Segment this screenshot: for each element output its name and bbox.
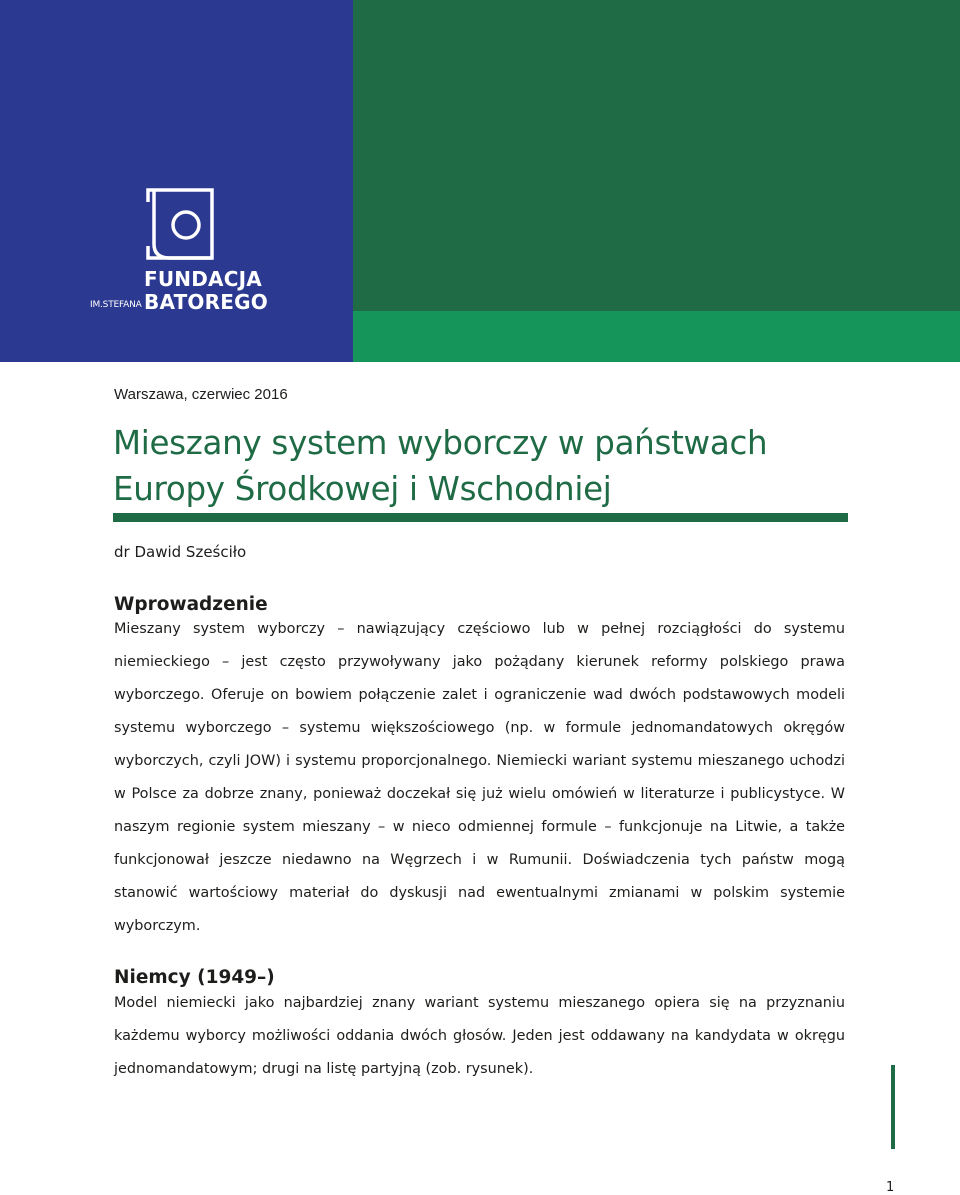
section-heading-germany: Niemcy (1949–) bbox=[114, 967, 275, 988]
green-stripe bbox=[353, 311, 960, 362]
logo-text-prefix: IM.STEFANA bbox=[90, 300, 142, 310]
green-panel bbox=[353, 0, 960, 311]
title-underline bbox=[113, 513, 848, 522]
document-title: Mieszany system wyborczy w państwach Europy Środkowej i Wschodniej bbox=[113, 424, 768, 508]
dateline: Warszawa, czerwiec 2016 bbox=[114, 386, 288, 403]
section-text-germany: Model niemiecki jako najbardziej znany wariant systemu mieszanego opiera się na przyznaniu każdemu wyborcy możliwości oddania dwóch głosów. Jeden jest oddawany na kandydata w okręgu jednomandatowym; drugi na listę partyjną (zob. rysunek). bbox=[114, 995, 845, 1077]
logo-text-fundacja: FUNDACJA bbox=[144, 267, 262, 291]
logo-text-batorego: BATOREGO bbox=[144, 290, 268, 314]
author: dr Dawid Sześciło bbox=[114, 543, 247, 561]
margin-bar bbox=[891, 1065, 895, 1149]
cover-header bbox=[0, 0, 960, 362]
page-number: 1 bbox=[886, 1180, 895, 1195]
section-heading-intro: Wprowadzenie bbox=[114, 594, 268, 615]
foundation-logo-icon bbox=[146, 188, 214, 260]
section-text-intro: Mieszany system wyborczy – nawiązujący częściowo lub w pełnej rozciągłości do systemu niemieckiego – jest często przywoływany jako pożądany kierunek reformy polskiego prawa wyborczego. Oferuje on bowiem połączenie zalet i ograniczenie wad dwóch podstawowych modeli systemu wyborczego – systemu większościowego (np. w formule jednomandatowych okręgów wyborczych, czyli JOW) i systemu proporcjonalnego. Niemiecki wariant systemu mieszanego uchodzi w Polsce za dobrze znany, ponieważ doczekał się już wielu omówień w literaturze i publicystyce. W naszym regionie system mieszany – w nieco odmiennej formule – funkcjonuje na Litwie, a także funkcjonował jeszcze niedawno na Węgrzech i w Rumunii. Doświadczenia tych państw mogą stanowić wartościowy materiał do dyskusji nad ewentualnymi zmianami w polskim systemie wyborczym. bbox=[114, 621, 845, 934]
